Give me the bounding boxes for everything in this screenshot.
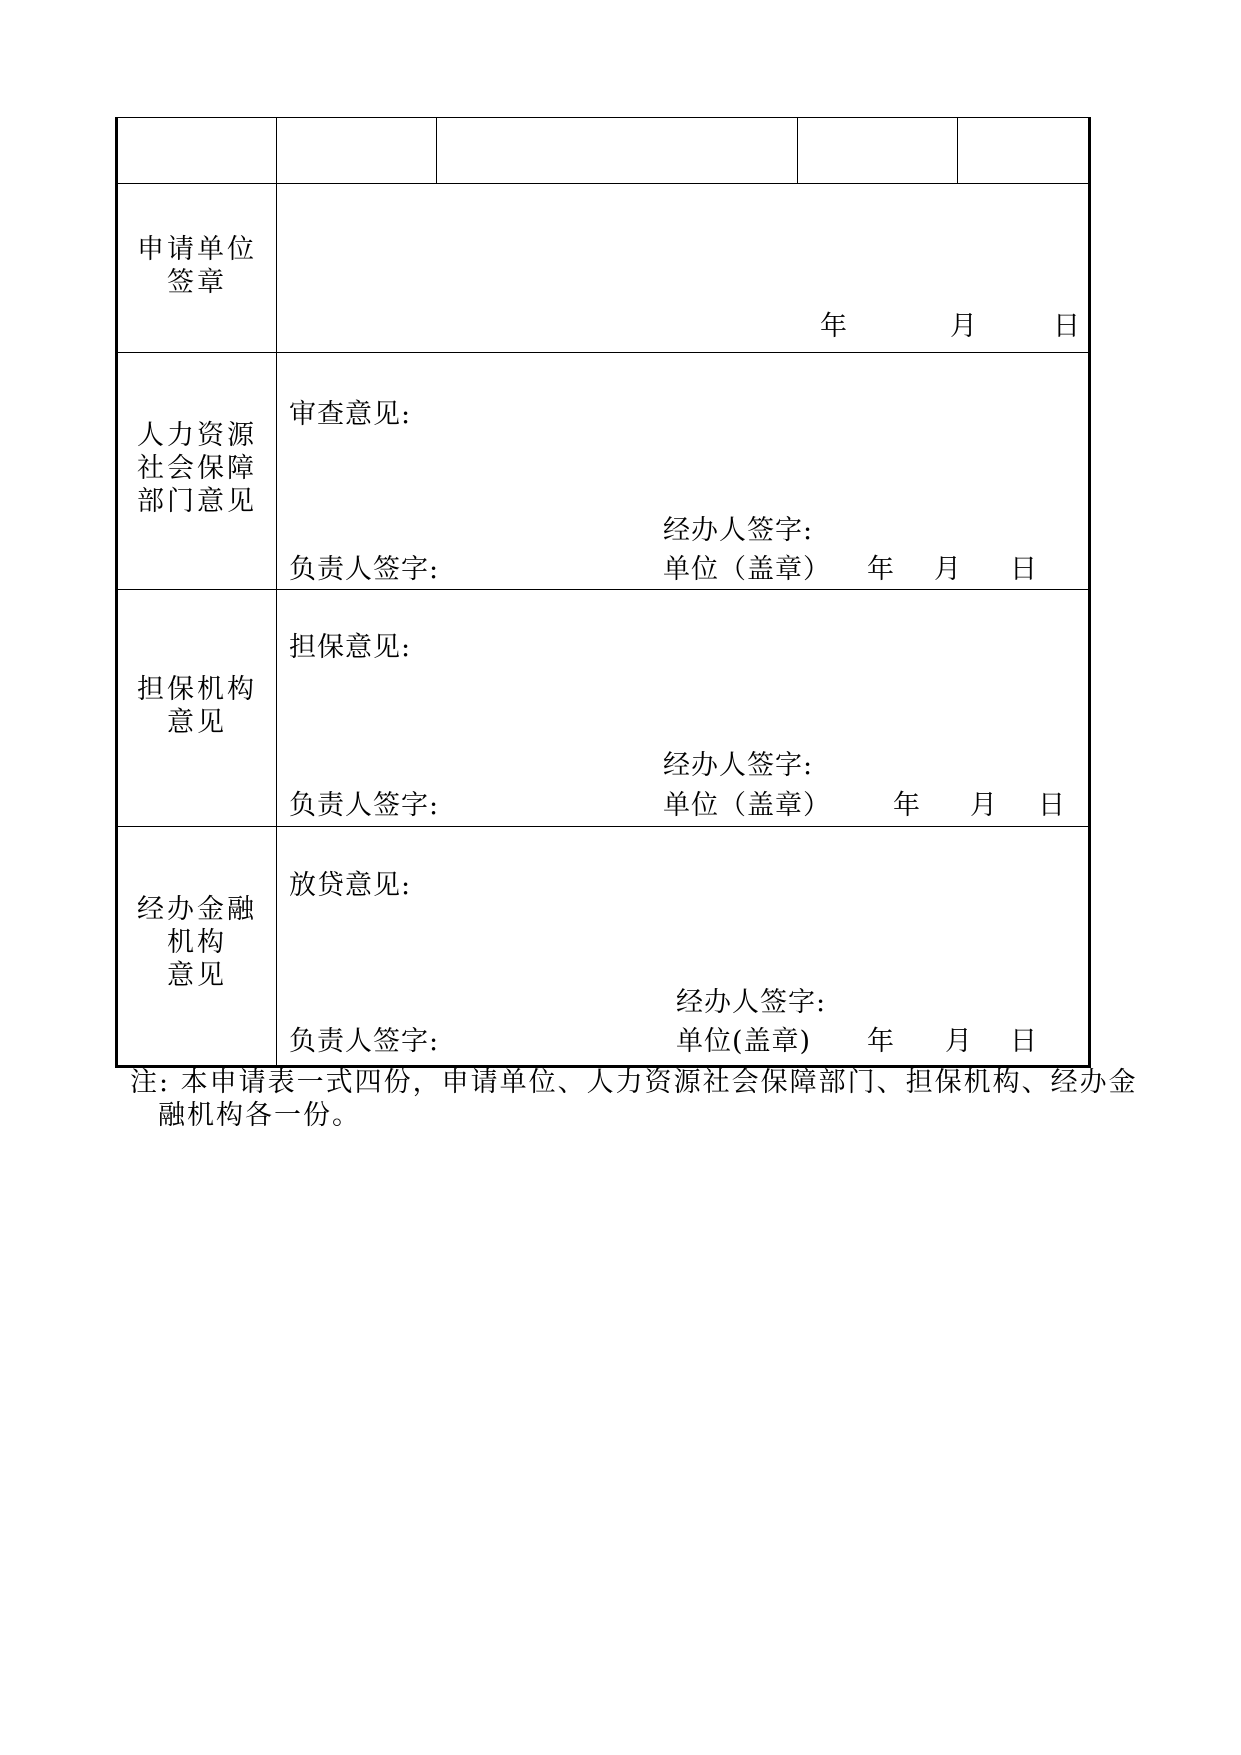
top-cell-5[interactable] [958, 118, 1088, 183]
applicant-day-label: 日 [1053, 311, 1081, 342]
row-divider-2 [115, 352, 1091, 353]
top-cell-3[interactable] [437, 118, 797, 183]
footnote-line1: 注: 本申请表一式四份，申请单位、人力资源社会保障部门、担保机构、经办金 [130, 1067, 1138, 1098]
bank-unit-seal-label: 单位(盖章) [676, 1026, 812, 1057]
hr-unit-seal-label: 单位（盖章） [663, 554, 831, 585]
hr-day-label: 日 [1010, 554, 1038, 585]
hr-year-label: 年 [867, 554, 895, 585]
guarantor-handler-sign-label: 经办人签字: [663, 750, 814, 781]
top-cell-2[interactable] [277, 118, 436, 183]
guarantor-unit-seal-label: 单位（盖章） [663, 790, 831, 821]
loan-opinion-label: 放贷意见: [289, 870, 412, 901]
guarantor-label-line1: 担保机构 [137, 674, 257, 705]
bank-label-line2: 机构 [167, 927, 227, 958]
row-divider-3 [115, 589, 1091, 590]
top-cell-1[interactable] [118, 118, 276, 183]
applicant-seal-label [118, 233, 276, 299]
bank-handler-sign-label: 经办人签字: [676, 987, 827, 1018]
hr-review-opinion-label: 审查意见: [289, 399, 412, 430]
guarantor-day-label: 日 [1038, 790, 1066, 821]
guarantor-opinion-label [118, 673, 276, 739]
bank-opinion-label [118, 893, 276, 992]
row-divider-4 [115, 826, 1091, 827]
table-border-right [1088, 117, 1091, 1067]
hr-label-line3: 部门意见 [137, 486, 257, 517]
bank-day-label: 日 [1010, 1026, 1038, 1057]
guarantor-year-label: 年 [893, 790, 921, 821]
hr-handler-sign-label: 经办人签字: [663, 515, 814, 546]
bank-month-label: 月 [945, 1026, 973, 1057]
bank-head-sign-label: 负责人签字: [289, 1026, 440, 1057]
bank-label-line1: 经办金融 [137, 894, 257, 925]
hr-dept-opinion-label [118, 419, 276, 518]
guarantor-month-label: 月 [970, 790, 998, 821]
guarantor-label-line2: 意见 [167, 707, 227, 738]
guarantor-opinion-area[interactable] [277, 668, 1088, 743]
bank-year-label: 年 [867, 1026, 895, 1057]
bank-label-line3: 意见 [167, 960, 227, 991]
hr-month-label: 月 [934, 554, 962, 585]
top-cell-4[interactable] [798, 118, 957, 183]
hr-head-sign-label: 负责人签字: [289, 554, 440, 585]
bank-opinion-area[interactable] [277, 906, 1088, 981]
applicant-month-label: 月 [950, 311, 978, 342]
hr-label-line1: 人力资源 [137, 420, 257, 451]
hr-opinion-area[interactable] [277, 436, 1088, 506]
hr-label-line2: 社会保障 [137, 453, 257, 484]
guarantor-head-sign-label: 负责人签字: [289, 790, 440, 821]
applicant-year-label: 年 [820, 311, 848, 342]
applicant-label-line1: 申请单位 [137, 234, 257, 265]
footnote-line2: 融机构各一份。 [158, 1100, 361, 1131]
guarantee-opinion-label: 担保意见: [289, 632, 412, 663]
applicant-label-line2: 签章 [167, 267, 227, 298]
